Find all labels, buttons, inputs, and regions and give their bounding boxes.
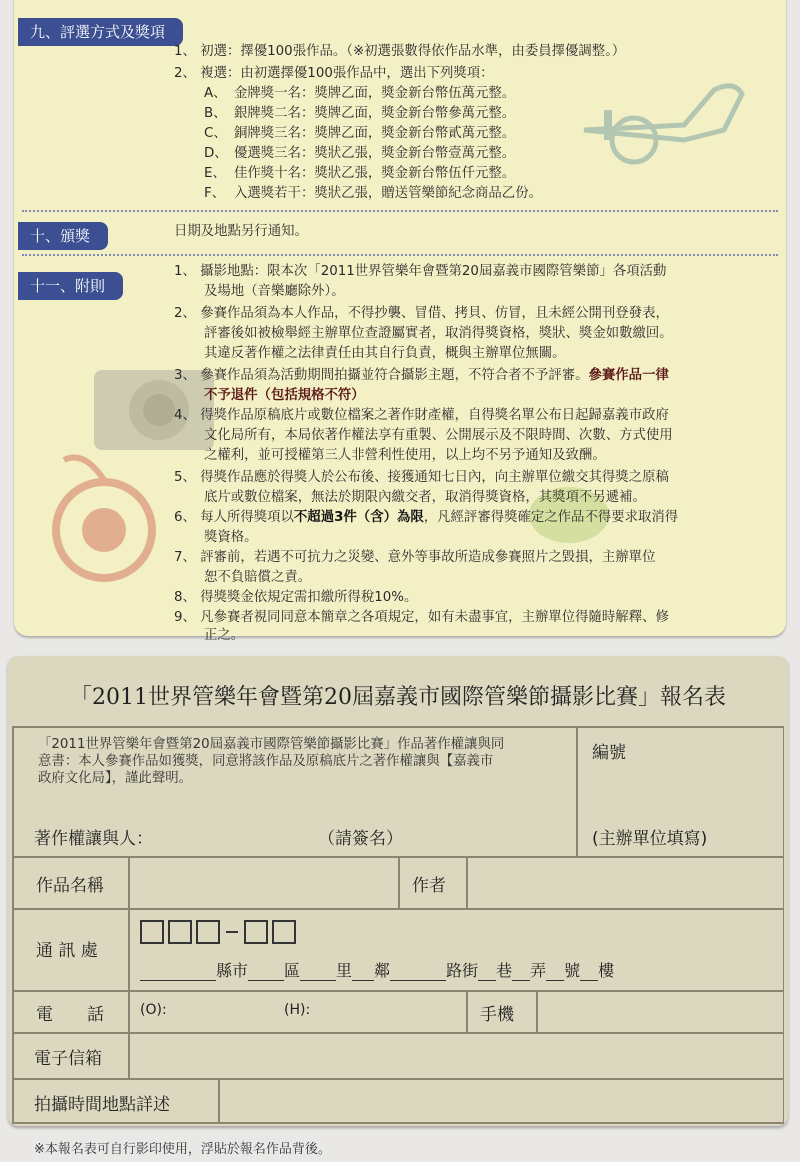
footnote: ※本報名表可自行影印使用，浮貼於報名作品背後。 <box>34 1142 331 1157</box>
shoot-details-label: 拍攝時間地點詳述 <box>34 1095 170 1115</box>
grid-line <box>218 1078 220 1122</box>
section-11-tab: 十一、附則 <box>18 272 123 300</box>
grid-line <box>398 856 400 908</box>
grid-line <box>12 1122 784 1124</box>
grid-line <box>783 726 785 1122</box>
clause-8: 8、 得獎獎金依規定需扣繳所得稅10%。 <box>174 590 418 605</box>
section-9-tab: 九、評選方式及獎項 <box>18 18 183 46</box>
grid-line <box>576 726 578 856</box>
rule-10-text: 日期及地點另行通知。 <box>174 224 308 239</box>
phone-label: 電 話 <box>36 1005 104 1025</box>
email-field[interactable] <box>132 1036 780 1074</box>
postal-code-boxes[interactable] <box>140 920 300 944</box>
prize-c: C、 銅牌獎三名：獎牌乙面，獎金新台幣貳萬元整。 <box>204 126 516 141</box>
divider <box>22 210 778 212</box>
clause-4: 4、 得獎作品原稿底片或數位檔案之著作財產權，自得獎名單公布日起歸嘉義市政府 文化局所有，本局依著作權法享有重製、公開展示及不限時間、次數、方式使用 之權利，並可授權第三人非營利性使用，以上均不另予通知及致酬。 <box>174 408 673 463</box>
clause-5: 5、 得獎作品應於得獎人於公布後、接獲通知七日內，向主辦單位繳交其得獎之原稿 底片或數位檔案，無法於期限內繳交者，取消得獎資格，其獎項不另遞補。 <box>174 470 669 505</box>
phone-home-field[interactable]: (H): <box>284 1002 311 1018</box>
clause-1: 1、 攝影地點：限本次「2011世界管樂年會暨第20屆嘉義市國際管樂節」各項活動 及場地（音樂廳除外）。 <box>174 264 667 299</box>
grid-line <box>466 990 468 1032</box>
consent-statement: 「2011世界管樂年會暨第20屆嘉義市國際管樂節攝影比賽」作品著作權讓與同 意書：本人參賽作品如獲獎，同意將該作品及原稿底片之著作權讓與【嘉義市 政府文化局】，謹此聲明。 <box>38 737 505 786</box>
email-label: 電子信箱 <box>34 1049 102 1069</box>
rule-9-2: 2、 複選：由初選擇優100張作品中，選出下列獎項： <box>174 66 494 81</box>
author-field[interactable] <box>470 860 780 904</box>
rules-panel <box>14 0 786 636</box>
address-line[interactable]: 縣市 區 里 鄰 路街 巷 弄 號 樓 <box>140 958 614 981</box>
phone-office-field[interactable]: (O): <box>140 1002 167 1018</box>
grid-line <box>466 856 468 908</box>
prize-d: D、 優選獎三名：獎狀乙張，獎金新台幣壹萬元整。 <box>204 146 516 161</box>
mobile-label: 手機 <box>480 1005 514 1025</box>
grid-line <box>536 990 538 1032</box>
grid-line <box>12 1078 784 1080</box>
prize-a: A、 金牌獎一名：獎牌乙面，獎金新台幣伍萬元整。 <box>204 86 516 101</box>
work-name-label: 作品名稱 <box>36 876 104 896</box>
clause-2: 2、 參賽作品須為本人作品，不得抄襲、冒借、拷貝、仿冒，且未經公開刊登發表， 評審後如被檢舉經主辦單位查證屬實者，取消得獎資格，獎狀、獎金如數繳回。 其違反著作權之法律責任由其自行負責，概與主辦單位無關。 <box>174 306 673 361</box>
work-name-field[interactable] <box>132 860 394 904</box>
horn-illustration <box>44 440 174 590</box>
grid-line <box>12 726 784 728</box>
divider <box>22 254 778 256</box>
rule-9-1: 1、 初選：擇優100張作品。（※初選張數得依作品水準，由委員擇優調整。） <box>174 44 626 59</box>
grid-line <box>12 726 14 1122</box>
shoot-details-field[interactable] <box>222 1082 780 1120</box>
clause-9-continued: 正之。 <box>204 628 245 643</box>
clause-6: 6、 每人所得獎項以不超過3件（含）為限，凡經評審得獎確定之作品不得要求取消得 獎資格。 <box>174 510 679 545</box>
author-label: 作者 <box>412 876 446 896</box>
organizer-fill-note: (主辦單位填寫) <box>592 829 708 849</box>
clause-3: 3、 參賽作品須為活動期間拍攝並符合攝影主題，不符合者不予評審。參賽作品一律 不予退件（包括規格不符） <box>174 368 669 403</box>
assignor-label: 著作權讓與人： <box>34 829 153 849</box>
registration-form <box>8 656 788 1126</box>
grid-line <box>128 856 130 1078</box>
signature-hint[interactable]: （請簽名） <box>318 829 403 849</box>
serial-label: 編號 <box>592 743 626 763</box>
clause-9: 9、 凡參賽者視同同意本簡章之各項規定，如有未盡事宜，主辦單位得隨時解釋、修 <box>174 610 669 625</box>
mobile-field[interactable] <box>540 994 780 1028</box>
section-10-tab: 十、頒獎 <box>18 222 108 250</box>
clause-7: 7、 評審前，若遇不可抗力之災變、意外等事故所造成參賽照片之毀損，主辦單位 恕不負賠償之責。 <box>174 550 656 585</box>
prize-f: F、 入選獎若干：獎狀乙張，贈送管樂節紀念商品乙份。 <box>204 186 542 201</box>
trumpet-illustration <box>574 70 754 180</box>
prize-b: B、 銀牌獎二名：獎牌乙面，獎金新台幣參萬元整。 <box>204 106 516 121</box>
form-title: 「2011世界管樂年會暨第20屆嘉義市國際管樂節攝影比賽」報名表 <box>70 685 726 710</box>
address-label: 通 訊 處 <box>36 941 98 961</box>
prize-e: E、 佳作獎十名：獎狀乙張，獎金新台幣伍仟元整。 <box>204 166 516 181</box>
